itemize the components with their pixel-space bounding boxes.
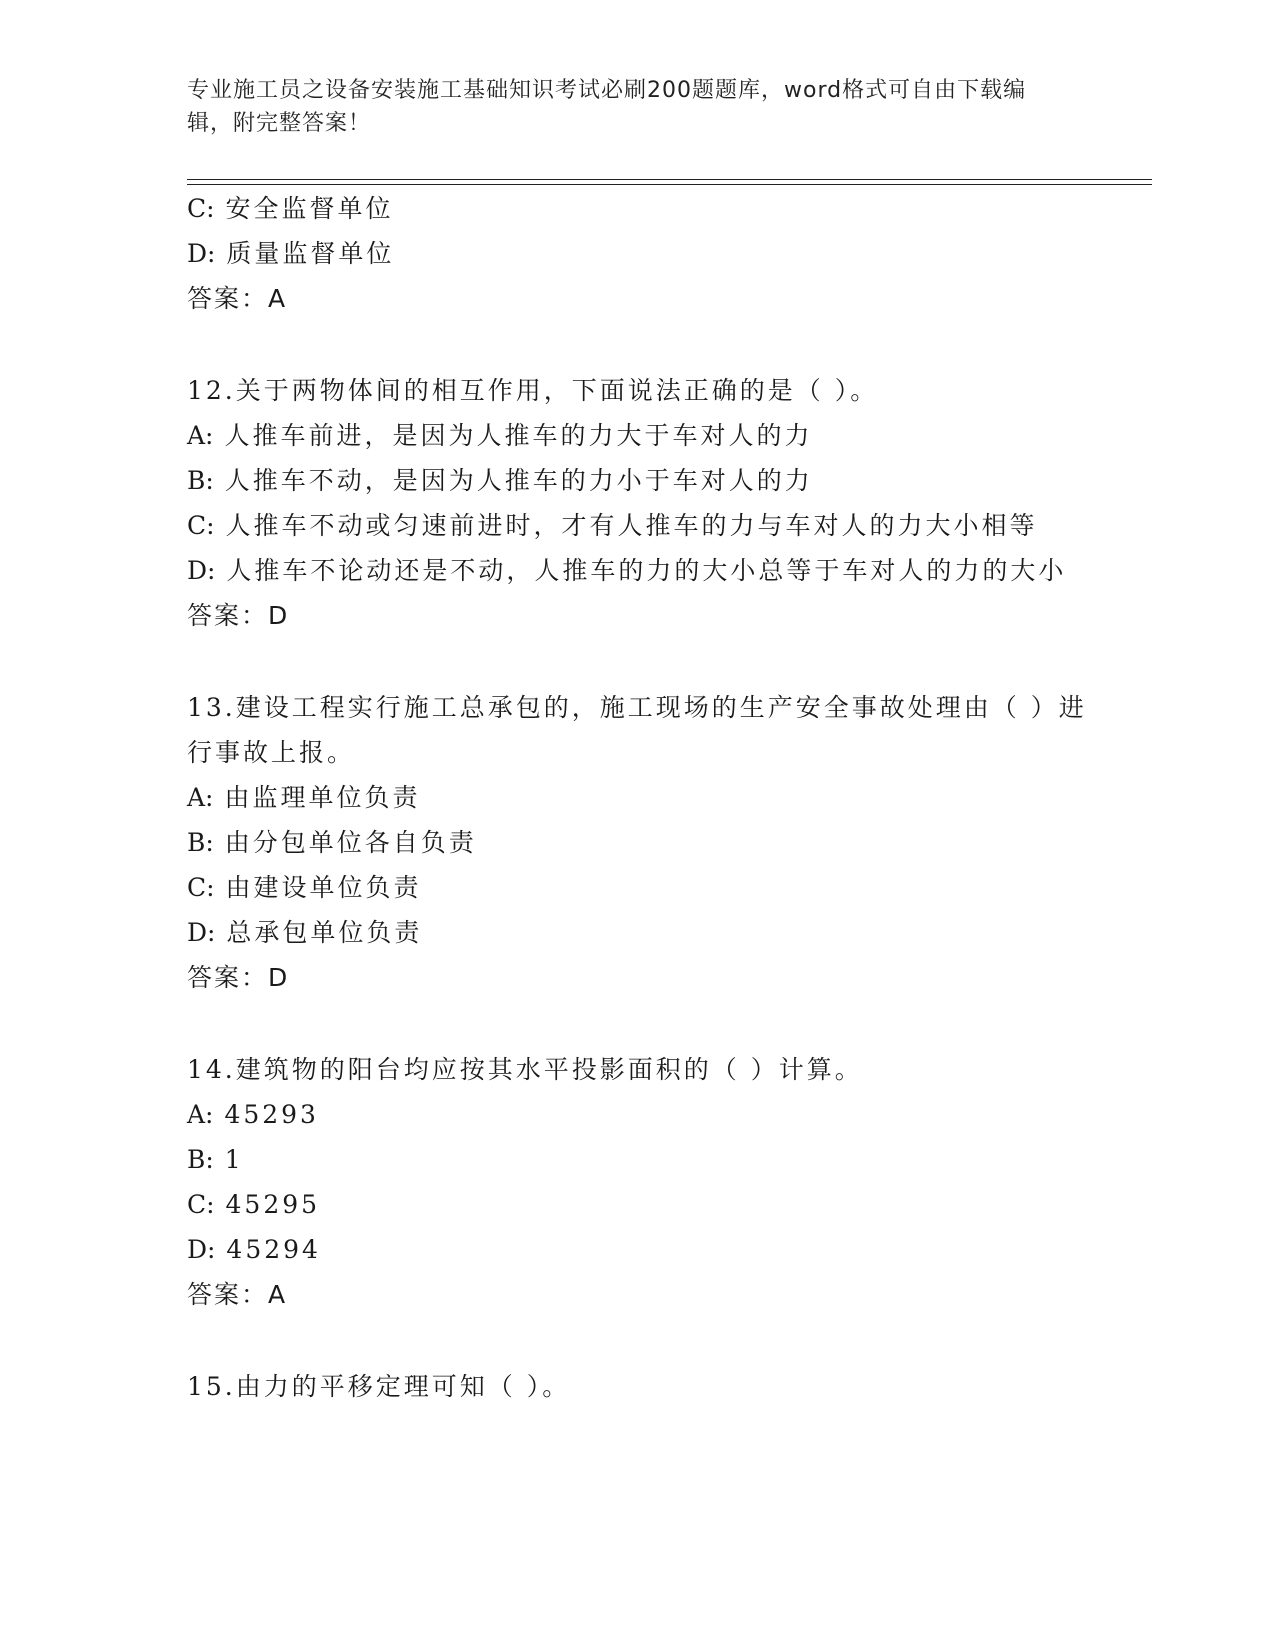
question-15 — [187, 1364, 1087, 1409]
option-line: C: 由建设单位负责 — [187, 873, 422, 902]
carryover-block — [187, 186, 1087, 321]
question-stem: 12.关于两物体间的相互作用，下面说法正确的是（ ）。 — [187, 376, 879, 405]
answer-line: 答案：D — [187, 963, 290, 992]
question-stem: 14.建筑物的阳台均应按其水平投影面积的（ ）计算。 — [187, 1055, 863, 1084]
option-line: C: 安全监督单位 — [187, 194, 394, 223]
header-rule-bottom — [187, 184, 1152, 185]
option-line: D: 人推车不论动还是不动，人推车的力的大小总等于车对人的力的大小 — [187, 556, 1067, 585]
option-line: B: 1 — [187, 1145, 244, 1174]
option-line: A: 45293 — [187, 1100, 319, 1129]
option-line: D: 45294 — [187, 1235, 321, 1264]
option-line: D: 质量监督单位 — [187, 239, 395, 268]
option-line: C: 人推车不动或匀速前进时，才有人推车的力与车对人的力大小相等 — [187, 511, 1038, 540]
question-content — [187, 186, 1087, 1409]
question-14 — [187, 1047, 1087, 1317]
question-13 — [187, 685, 1087, 1000]
question-stem: 13.建设工程实行施工总承包的，施工现场的生产安全事故处理由（ ）进行事故上报。 — [187, 693, 1087, 767]
option-line: A: 由监理单位负责 — [187, 783, 421, 812]
answer-line: 答案：D — [187, 601, 290, 630]
option-line: B: 由分包单位各自负责 — [187, 828, 477, 857]
document-header: 专业施工员之设备安装施工基础知识考试必刷200题题库，word格式可自由下载编辑，附完整答案！ — [187, 78, 1027, 136]
question-12 — [187, 368, 1087, 638]
option-line: B: 人推车不动，是因为人推车的力小于车对人的力 — [187, 466, 813, 495]
option-line: A: 人推车前进，是因为人推车的力大于车对人的力 — [187, 421, 813, 450]
option-line: D: 总承包单位负责 — [187, 918, 423, 947]
answer-line: 答案：A — [187, 1280, 288, 1309]
question-stem: 15.由力的平移定理可知（ ）。 — [187, 1372, 571, 1401]
header-rule-top — [187, 179, 1152, 180]
option-line: C: 45295 — [187, 1190, 321, 1219]
answer-line: 答案：A — [187, 284, 288, 313]
